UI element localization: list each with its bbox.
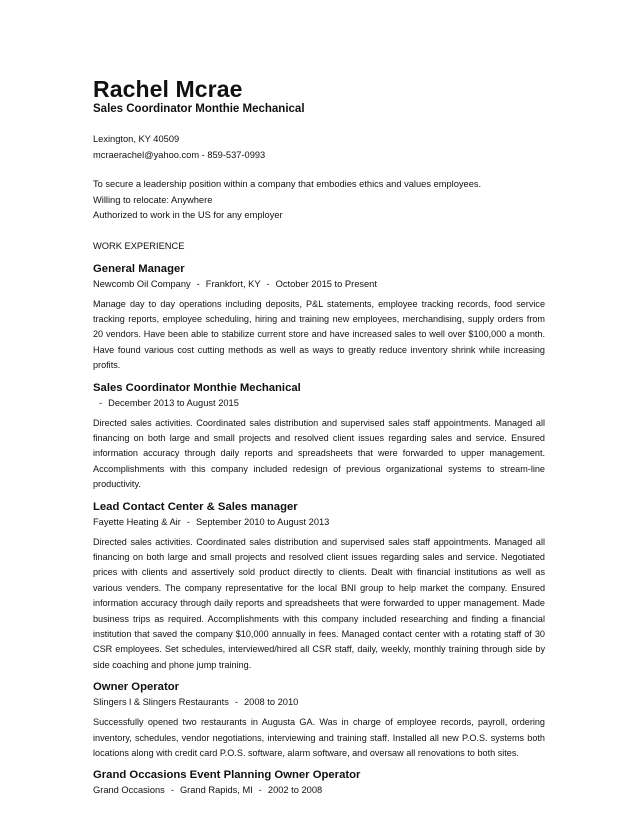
job-dates: 2008 to 2010	[244, 697, 299, 708]
job-company: Fayette Heating & Air	[93, 516, 181, 527]
job-entry-sales-coordinator	[93, 381, 545, 493]
job-location: Grand Rapids, MI	[179, 785, 253, 796]
job-entry-lead-contact-center	[93, 500, 545, 674]
job-company: Slingers l & Slingers Restaurants	[93, 697, 229, 708]
job-title: Lead Contact Center & Sales manager	[93, 500, 298, 513]
contact-location: Lexington, KY 40509	[93, 134, 180, 144]
job-meta	[93, 695, 545, 710]
job-separator: -	[234, 697, 239, 708]
summary-objective: To secure a leadership position within a company that embodies ethics and values employees.	[93, 179, 482, 189]
job-meta	[93, 277, 545, 292]
summary-authorization: Authorized to work in the US for any employer	[93, 210, 283, 220]
job-title: Sales Coordinator Monthie Mechanical	[93, 381, 301, 394]
job-meta	[93, 396, 545, 411]
job-description: Directed sales activities. Coordinated sales distribution and supervised sales staff appointments. Managed all financing on both large and small projects and resolved client issues regarding sales and service. Ensured information accuracy through daily reports and spreadsheets that were forwarded to upper management. Accomplishments with this company included redesign of previous organizational systems to stream-line productivity.	[93, 417, 545, 490]
contact-email-phone: mcraerachel@yahoo.com - 859-537-0993	[93, 149, 266, 160]
job-title: General Manager	[93, 262, 185, 275]
summary-relocate: Willing to relocate: Anywhere	[93, 194, 213, 205]
job-meta	[93, 515, 545, 530]
job-separator: -	[170, 785, 174, 796]
job-description: Successfully opened two restaurants in Augusta GA. Was in charge of employee records, payroll, ordering inventory, schedules, vendor negotiations, interviewing and training staff. Installed all new P.O.S. systems both locations along with credit card P.O.S. software, alarm software, and oversaw all renovations to both sites.	[93, 717, 545, 759]
job-title: Owner Operator	[93, 681, 180, 694]
job-separator: -	[266, 278, 270, 289]
candidate-headline: Sales Coordinator Monthie Mechanical	[93, 103, 305, 115]
job-entry-grand-occasions	[93, 768, 545, 798]
job-entry-owner-operator	[93, 680, 545, 761]
job-separator: -	[186, 516, 190, 527]
job-dates: September 2010 to August 2013	[195, 516, 330, 527]
job-dates: 2002 to 2008	[267, 785, 323, 796]
job-separator: -	[196, 278, 200, 289]
job-dates: December 2013 to August 2015	[108, 397, 239, 408]
job-company: Grand Occasions	[93, 785, 165, 796]
candidate-name: Rachel Mcrae	[93, 76, 243, 102]
spacer	[93, 224, 545, 239]
job-separator: -	[258, 785, 262, 796]
job-location: Frankfort, KY	[205, 278, 261, 289]
job-company: Newcomb Oil Company	[93, 278, 191, 289]
spacer	[93, 163, 545, 177]
job-meta	[93, 783, 545, 798]
job-dates: October 2015 to Present	[275, 278, 377, 289]
job-separator: -	[99, 397, 103, 408]
job-description: Directed sales activities. Coordinated sales distribution and supervised sales staff appointments. Managed all financing on both large and small projects and resolved client issues regarding sales and service. Negotiated prices with clients and assertively sold product directly to clients. Dealt with financial institutions as well as various venders. The company representative for the local BNI group to help market the company. Ensured information accuracy through daily reports and spreadsheets that were forwarded to upper management. Made business trips as required. Accomplishments with this company included researching and finding a financial institution that saved the company $10,000 annually in fees. Managed contact center with a rotating staff of 30 CSR employees. Set schedules, interviewed/hired all CSR staff, daily, weekly, monthly training through side by side coaching and phone jump training.	[93, 536, 545, 670]
job-entry-general-manager	[93, 262, 545, 374]
section-work-experience: WORK EXPERIENCE	[93, 240, 185, 251]
resume-page	[93, 76, 545, 805]
job-description: Manage day to day operations including deposits, P&L statements, employee tracking records, food service tracking reports, employee scheduling, hiring and training new employees, merchandising, supply orders from 20 vendors. Have been able to stabilize current store and have increased sales to well over $100,000 a month. Have found various cost cutting methods as well as ways to greatly reduce inventory shrink while increasing profits.	[93, 298, 545, 371]
job-title: Grand Occasions Event Planning Owner Operator	[93, 769, 361, 782]
